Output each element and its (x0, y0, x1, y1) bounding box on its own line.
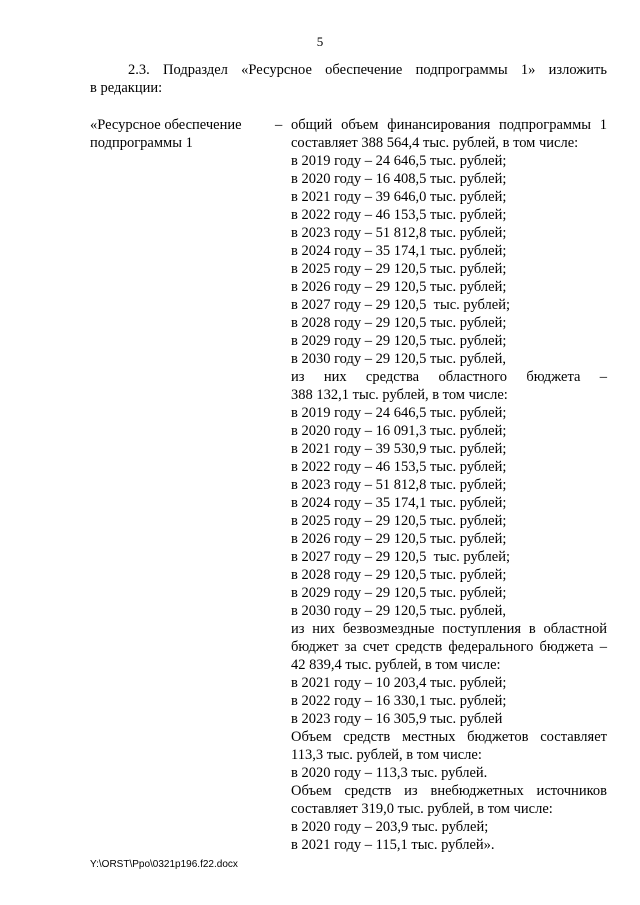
page-number: 5 (316, 34, 324, 49)
funding-line: в 2024 году – 35 174,1 тыс. рублей; (291, 495, 507, 511)
funding-line: в 2020 году – 203,9 тыс. рублей; (291, 819, 489, 835)
funding-line: Объем средств местных бюджетов составляет (291, 729, 607, 745)
funding-line: в 2024 году – 35 174,1 тыс. рублей; (291, 243, 507, 259)
intro-line: 2.3. Подраздел «Ресурсное обеспечение подпрограммы 1» изложить (128, 62, 607, 78)
funding-line: бюджет за счет средств федерального бюджета – (291, 639, 607, 655)
file-path-footer: Y:\ORST\Ppo\0321p196.f22.docx (90, 859, 238, 870)
funding-line: в 2019 году – 24 646,5 тыс. рублей; (291, 153, 507, 169)
intro-line: в редакции: (90, 80, 163, 96)
section-label-line: «Ресурсное обеспечение (90, 117, 242, 133)
funding-line: в 2021 году – 39 530,9 тыс. рублей; (291, 441, 507, 457)
funding-line: в 2022 году – 46 153,5 тыс. рублей; (291, 207, 507, 223)
funding-description (291, 116, 607, 854)
funding-line: в 2023 году – 16 305,9 тыс. рублей (291, 711, 503, 727)
funding-line: в 2023 году – 51 812,8 тыс. рублей; (291, 477, 507, 493)
funding-line: из них средства областного бюджета – (291, 369, 607, 385)
funding-line: в 2022 году – 16 330,1 тыс. рублей; (291, 693, 507, 709)
funding-line: в 2021 году – 115,1 тыс. рублей». (291, 837, 495, 853)
funding-line: общий объем финансирования подпрограммы 1 (291, 117, 607, 133)
funding-line: в 2029 году – 29 120,5 тыс. рублей; (291, 333, 507, 349)
funding-line: 388 132,1 тыс. рублей, в том числе: (291, 387, 508, 403)
funding-line: в 2028 году – 29 120,5 тыс. рублей; (291, 315, 507, 331)
funding-line: в 2027 году – 29 120,5 тыс. рублей; (291, 297, 511, 313)
section-label (90, 116, 270, 152)
funding-line: в 2019 году – 24 646,5 тыс. рублей; (291, 405, 507, 421)
funding-line: в 2022 году – 46 153,5 тыс. рублей; (291, 459, 507, 475)
funding-line: в 2025 году – 29 120,5 тыс. рублей; (291, 261, 507, 277)
funding-line: в 2030 году – 29 120,5 тыс. рублей, (291, 351, 506, 367)
funding-line: 42 839,4 тыс. рублей, в том числе: (291, 657, 501, 673)
intro-paragraph (90, 61, 607, 97)
funding-line: из них безвозмездные поступления в областной (291, 621, 607, 637)
funding-line: 113,3 тыс. рублей, в том числе: (291, 747, 482, 763)
funding-line: в 2021 году – 39 646,0 тыс. рублей; (291, 189, 507, 205)
funding-line: в 2026 году – 29 120,5 тыс. рублей; (291, 531, 507, 547)
funding-line: в 2026 году – 29 120,5 тыс. рублей; (291, 279, 507, 295)
section-label-line: подпрограммы 1 (90, 135, 193, 151)
label-dash: – (275, 117, 283, 133)
funding-line: в 2020 году – 16 091,3 тыс. рублей; (291, 423, 507, 439)
funding-line: в 2023 году – 51 812,8 тыс. рублей; (291, 225, 507, 241)
funding-line: в 2021 году – 10 203,4 тыс. рублей; (291, 675, 507, 691)
funding-line: в 2028 году – 29 120,5 тыс. рублей; (291, 567, 507, 583)
funding-line: в 2027 году – 29 120,5 тыс. рублей; (291, 549, 511, 565)
funding-line: в 2020 году – 113,3 тыс. рублей. (291, 765, 488, 781)
funding-line: в 2025 году – 29 120,5 тыс. рублей; (291, 513, 507, 529)
funding-line: составляет 319,0 тыс. рублей, в том числе: (291, 801, 553, 817)
funding-line: в 2029 году – 29 120,5 тыс. рублей; (291, 585, 507, 601)
funding-line: в 2030 году – 29 120,5 тыс. рублей, (291, 603, 506, 619)
funding-line: составляет 388 564,4 тыс. рублей, в том числе: (291, 135, 579, 151)
funding-line: Объем средств из внебюджетных источников (291, 783, 607, 799)
funding-line: в 2020 году – 16 408,5 тыс. рублей; (291, 171, 507, 187)
